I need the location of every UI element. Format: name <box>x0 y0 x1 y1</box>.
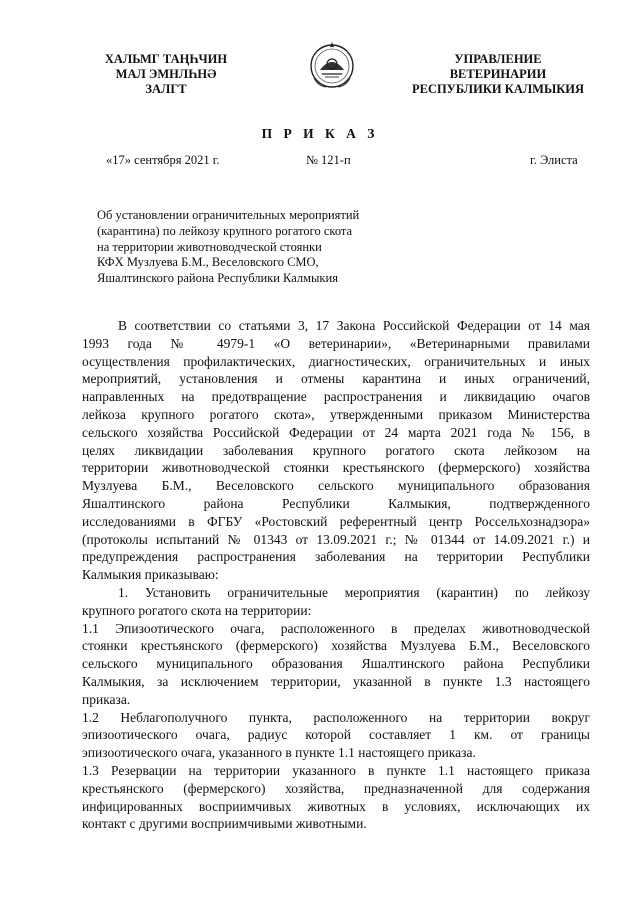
body-line: территории животноводческой стоянки крестьянского (фермерского) хозяйства <box>82 460 590 476</box>
subject-line: КФХ Музлуева Б.М., Веселовского СМО, <box>97 255 319 270</box>
body-line: 1. Установить ограничительные мероприятия (карантин) по лейкозу <box>118 584 590 600</box>
coat-of-arms-emblem <box>308 40 356 92</box>
document-subject <box>97 208 359 287</box>
document-title: П Р И К А З <box>261 126 379 141</box>
body-line: контакт с другими восприимчивыми животными. <box>82 816 367 832</box>
header-right-line: РЕСПУБЛИКИ КАЛМЫКИЯ <box>411 82 585 96</box>
document-date: «17» сентября 2021 г. <box>106 153 220 167</box>
header-left-line: МАЛ ЭМНЛҺНӘ <box>115 67 217 81</box>
body-line: инфицированных восприимчивых животных в условиях, исключающих их <box>82 798 590 814</box>
subject-line: (карантина) по лейкозу крупного рогатого скота <box>97 223 353 238</box>
body-line: предупреждения распространения заболевания на территории Республики <box>82 549 590 565</box>
body-line: целях ликвидации заболевания крупного рогатого скота лейкозом на <box>82 442 590 458</box>
body-line: 1.3 Резервации на территории указанного в пункте 1.1 настоящего приказа <box>82 762 590 778</box>
body-line: мероприятий, установления и отмены карантина и иных ограничений, <box>82 371 590 387</box>
body-line: эпизоотического очага, радиус которой составляет 1 км. от границы <box>82 727 590 743</box>
body-line: крупного рогатого скота на территории: <box>82 602 312 618</box>
subject-line: на территории животноводческой стоянки <box>97 239 322 254</box>
document-number: № 121-п <box>306 153 351 167</box>
body-line: лейкоза крупного рогатого скота», утвержденными приказом Министерства <box>82 406 590 422</box>
body-line: Калмыкия, за исключением территории, указанной в пункте 1.3 настоящего <box>82 673 590 689</box>
body-line: стоянки крестьянского (фермерского) хозяйства Музлуева Б.М., Веселовского <box>82 638 590 654</box>
document-city: г. Элиста <box>530 153 578 167</box>
subject-line: Яшалтинского района Республики Калмыкия <box>97 271 338 286</box>
header-left-org <box>96 52 236 97</box>
body-line: В соответствии со статьями 3, 17 Закона Российской Федерации от 14 мая <box>118 318 590 333</box>
body-line: крестьянского (фермерского) хозяйства, предназначенной для содержания <box>82 780 590 796</box>
header-right-org <box>398 52 598 97</box>
body-line: 1.2 Неблагополучного пункта, расположенного на территории вокруг <box>82 709 590 725</box>
body-line: приказа. <box>82 691 131 707</box>
header-right-line: ВЕТЕРИНАРИИ <box>449 67 547 81</box>
header-left-line: ХАЛЬМГ ТАҢҺЧИН <box>104 52 228 66</box>
body-line: Музлуева Б.М., Веселовского сельского муниципального образования <box>82 478 590 494</box>
body-line: осуществления профилактических, диагностических, ограничительных и иных <box>82 353 590 369</box>
body-line: исследованиями в ФГБУ «Ростовский референтный центр Россельхознадзора» <box>82 513 590 529</box>
header-left-line: ЗАЛГТ <box>145 82 187 96</box>
body-line: эпизоотического очага, указанного в пункте 1.1 настоящего приказа. <box>82 745 476 761</box>
body-line: 1993 года № 4979-1 «О ветеринарии», «Ветеринарными правилами <box>82 335 590 351</box>
body-line: 1.1 Эпизоотического очага, расположенного в пределах животноводческой <box>82 620 590 636</box>
document-body <box>82 317 590 833</box>
subject-line: Об установлении ограничительных мероприятий <box>97 208 360 222</box>
body-line: направленных на предотвращение распространения и ликвидацию очагов <box>82 389 590 405</box>
body-line: Калмыкия приказываю: <box>82 567 219 583</box>
body-line: сельского хозяйства Российской Федерации от 24 марта 2021 года № 156, в <box>82 424 590 440</box>
body-line: сельского муниципального образования Яшалтинского района Республики <box>82 656 590 672</box>
body-line: (протоколы испытаний № 01343 от 13.09.2021 г.; № 01344 от 14.09.2021 г.) и <box>82 531 590 547</box>
body-line: Яшалтинского района Республики Калмыкия, подтвержденного <box>82 495 590 511</box>
header-right-line: УПРАВЛЕНИЕ <box>454 52 542 66</box>
